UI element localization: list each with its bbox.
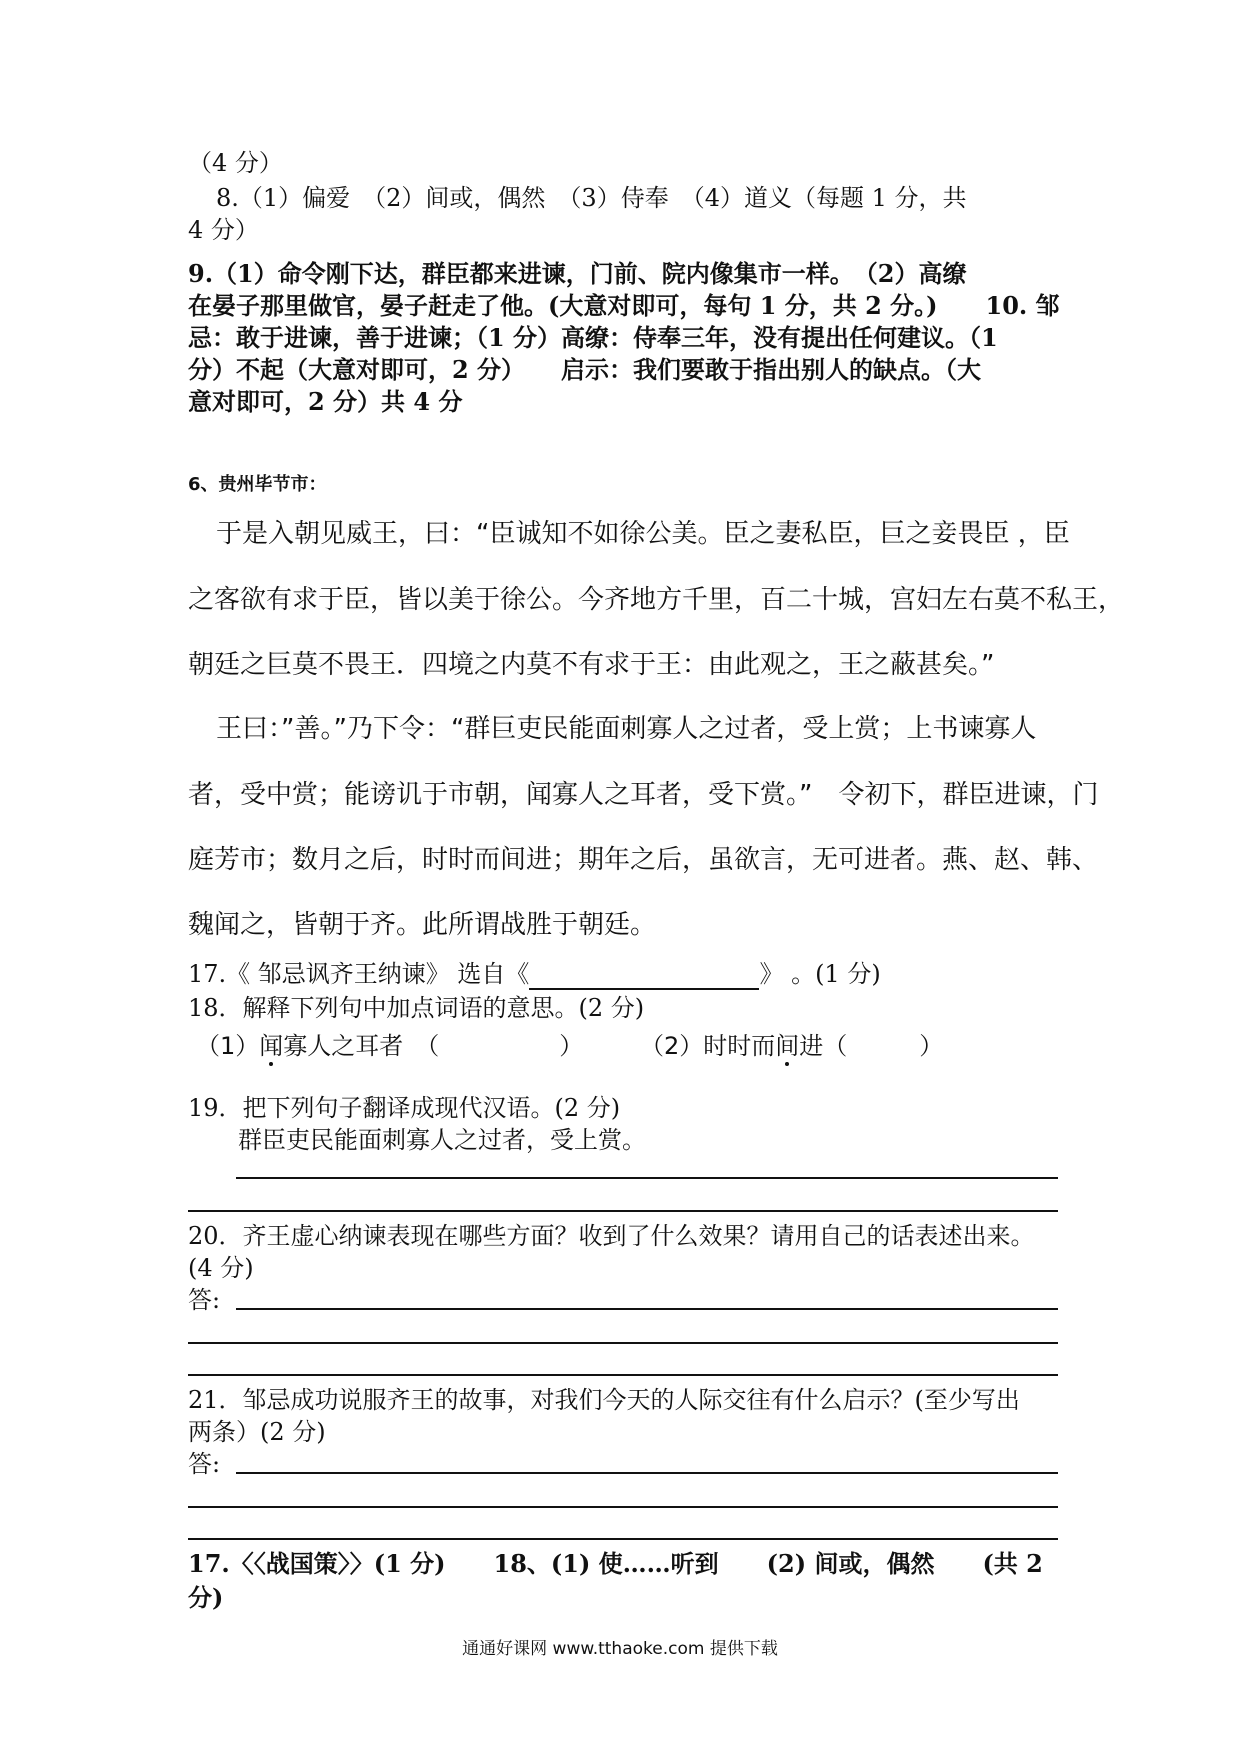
question-18-item-2-tail: 进（ ） — [799, 1032, 944, 1060]
answer-line[interactable] — [188, 1506, 1058, 1508]
answer-line[interactable] — [188, 1342, 1058, 1344]
answer-9-line-2: 在晏子那里做官，晏子赶走了他。(大意对即可，每句 1 分，共 2 分。) 10. 邹 — [188, 291, 1060, 320]
answer-9-line-1: 9.（1）命令刚下达，群臣都来进谏，门前、院内像集市一样。 （2）高缭 — [188, 259, 967, 288]
question-17-suffix: 》 。(1 分) — [759, 960, 881, 988]
answer-line[interactable] — [236, 1308, 1058, 1310]
answer-8-line-1: 8.（1）偏爱 （2）间或，偶然 （3）侍奉 （4）道义（每题 1 分，共 — [216, 184, 967, 212]
passage-line-4: 王曰：”善。”乃下令：“群巨吏民能面刺寡人之过者，受上赏；上书谏寡人 — [216, 714, 1037, 744]
passage-line-7: 魏闻之，皆朝于齐。此所谓战胜于朝廷。 — [188, 910, 657, 940]
answer-9-line-3: 忌：敢于进谏，善于进谏；（1 分）高缭：侍奉三年，没有提出任何建议。（1 — [188, 323, 998, 352]
score-line: （4 分） — [188, 149, 283, 177]
question-19: 19．把下列句子翻译成现代汉语。(2 分) — [188, 1094, 621, 1122]
dotted-word-jian: 间 — [775, 1032, 800, 1060]
question-20-line-1: 20．齐王虚心纳谏表现在哪些方面？收到了什么效果？请用自己的话表述出来。 — [188, 1222, 1035, 1250]
question-18-item-1-number: （1） — [196, 1032, 260, 1060]
question-17-answer-blank[interactable] — [529, 962, 759, 990]
question-21-line-1: 21．邹忌成功说服齐王的故事，对我们今天的人际交往有什么启示？(至少写出 — [188, 1386, 1020, 1414]
question-18-item-2 — [640, 1030, 943, 1062]
question-19-sentence: 群臣吏民能面刺寡人之过者，受上赏。 — [238, 1126, 646, 1154]
answer-line[interactable] — [188, 1374, 1058, 1376]
answer-9-line-5: 意对即可，2 分）共 4 分 — [188, 387, 463, 416]
question-20-line-2: (4 分) — [188, 1254, 254, 1282]
question-18-item-2-text: （2）时时而 — [640, 1032, 776, 1060]
question-18: 18．解释下列句中加点词语的意思。(2 分) — [188, 994, 645, 1022]
passage-line-2: 之客欲有求于臣，皆以美于徐公。今齐地方千里，百二十城，宫妇左右莫不私王， — [188, 585, 1125, 615]
answer-line[interactable] — [188, 1538, 1058, 1540]
answer-8-line-2: 4 分） — [188, 216, 259, 244]
passage-line-3: 朝廷之巨莫不畏王．四境之内莫不有求于王：由此观之，王之蔽甚矣。” — [188, 650, 995, 680]
question-21-line-2: 两条）(2 分) — [188, 1418, 326, 1446]
question-20-answer-label: 答: — [188, 1286, 221, 1314]
question-21-answer-label: 答: — [188, 1450, 221, 1478]
answer-17-18-line-2: 分) — [188, 1583, 224, 1612]
answer-9-line-4: 分）不起（大意对即可，2 分） 启示：我们要敢于指出别人的缺点。（大 — [188, 355, 982, 384]
answer-line[interactable] — [188, 1210, 1058, 1212]
answer-line[interactable] — [236, 1472, 1058, 1474]
dotted-word-wen: 闻 — [259, 1032, 284, 1060]
question-17-prefix: 17.《 邹忌讽齐王纳谏》 选自《 — [188, 960, 530, 988]
passage-line-1: 于是入朝见威王，曰：“臣诚知不如徐公美。臣之妻私臣，巨之妾畏臣 ，臣 — [216, 519, 1070, 549]
passage-line-6: 庭芳市；数月之后，时时而间进；期年之后，虽欲言，无可进者。燕、赵、韩、 — [188, 845, 1099, 875]
answer-17-18-line-1: 17.〈〈战国策〉〉(1 分) 18、(1) 使……听到 (2) 间或，偶然 (共 2 — [188, 1549, 1043, 1578]
passage-line-5: 者，受中赏；能谤讥于市朝，闻寡人之耳者，受下赏。” 令初下，群臣进谏，门 — [188, 780, 1099, 810]
section-heading: 6、贵州毕节市： — [188, 474, 327, 495]
answer-line[interactable] — [236, 1177, 1058, 1179]
question-18-item-1-text: 寡人之耳者 （ ） — [283, 1032, 584, 1060]
page-footer: 通通好课网 www.tthaoke.com 提供下载 — [462, 1639, 778, 1659]
question-17 — [188, 958, 881, 990]
question-18-item-1 — [196, 1030, 583, 1062]
